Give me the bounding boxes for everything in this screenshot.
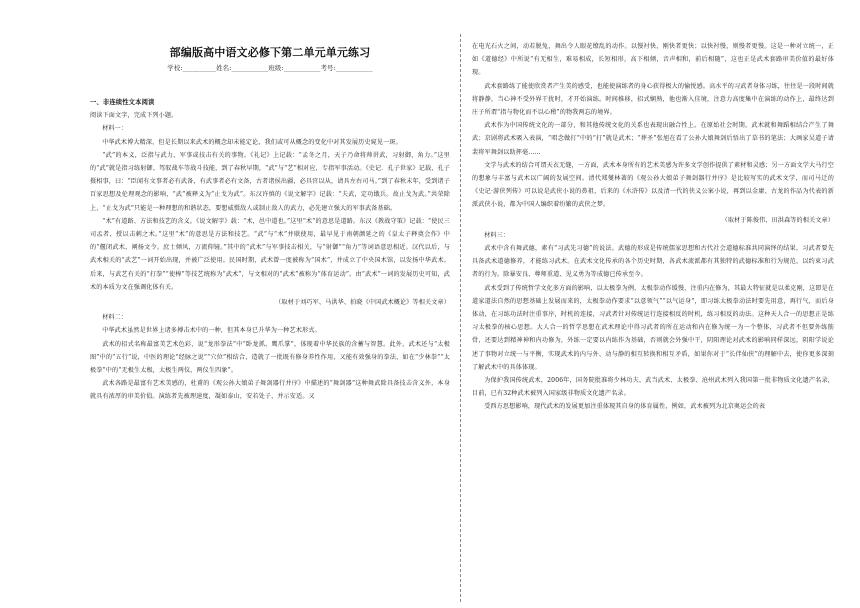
material2-paragraph: 文学与武术的结合可谓天衣无缝，一方面，武术本身所有的艺术美感为许多文学创作提供了素材和灵感；另一方面文学大马行空的想象与丰富与武术以广阔的发展空间。清代郑燮林著的《观公孙大娘弟子舞剑器行并序》是比较写实的武术文学，而司马迁的《史记·游侠列传》可以说是武侠小说的鼻祖，后来的《水浒传》以及清一代的侠义公案小说，再到以金庸、古龙的作品为代表的新派武侠小说，都为中国人编织着纷繁的武侠之梦。 bbox=[472, 161, 834, 209]
material3-paragraph: 受西方思想影响，现代武术的发展更加注重体现其自身的体育属性，例如，武术被列为北京奥运会的表 bbox=[484, 403, 766, 411]
material3-label: 材料三： bbox=[484, 231, 510, 239]
material3-paragraph: 武术受到了传统哲学文化多方面的影响，以太极拳为例，太极拳动作缓慢，注重内在修为，其最大特征就是以柔克刚，这即是在道家道法自然的思想基础上发展而来的，太极拳动作要求“以意领气”“以气运身”，即习练太极拳动法时要先用意，再行气，而后身体动，在习练功法时注重事序，时机的连接，习武者针对传统运行连接相反的时机，练习相反的动法。这种天人合一的思想正是练习太极拳的核心思想。大人合一的哲学思想在武术理论中得习武者的所在运动和内在修为统一为一个整体，习武者不但要外练筋骨，还要达到精神神和内功修为，外练一定要以内练作为基础，否则就会外强中干，阴阳理论对武术的影响同样深远，阴阳学说论述了事物对立统一与平衡，实现武术的内与外、动与静的相互转换和相互矛盾，如果你对于“长伴仙侠”的理解中去，使你更多深刻了解武术中的具体体现。 bbox=[472, 284, 834, 371]
student-info-line: 学校:__________姓名:___________班级:___________考号:___________ bbox=[167, 64, 373, 72]
material2-paragraph: 武术的招式名称最富美艺术色彩，说“龙形拳法”中“卧龙抓、鹰爪掌”，体现着中华民族的含蓄与智慧。此外，武术还与“太极图”中的“五行”说，中医的理论“经脉之说”“穴位”相结合，造就了一批既有修身养性作用，又能有效强身的拳法，如在“少林拳”“太极拳”中的“无极生太极，太极生两仪，两仪生四象”。 bbox=[90, 340, 450, 375]
column-divider bbox=[460, 34, 461, 602]
material1-paragraph: 中华武术博大精深，但是长期以来武术的概念却未能定论，我们或可从概念的变化中对其发展历史窥见一斑。 bbox=[102, 138, 402, 146]
material1-label: 材料一： bbox=[102, 125, 128, 133]
material1-paragraph: “术”有道路、方法和技艺的含义。《说文解字》载：“术，邑中道也。”这里“术”的意思是道路。东汉《教战守策》记载：“使民三司孟者，授以击刺之术。”这里“术”的意思是方法和技艺。“武”与“术”并联使用，最早见于南朝颜延之的《皇太子释奠会作》中的“偃闭武术，阐扬文令。庶士倾风，万流仰镜。”其中的“武术”与军事技击相关，与“射御”“角力”等词语意思相近。汉代以后，与武术相关的“武艺”一词开始出现，并被广泛使用。民国时期，武术曾一度被称为“国术”，并成立了中央国术馆，以发扬中华武术。后来，与武艺有关的“打拳”“使棒”等技艺统称为“武术”，与文相对的“武术”被称为“体育运动”。由“武术”一词的发展历史可知，武术的本质为文在强调化体有关。 bbox=[90, 217, 450, 291]
section-heading: 一、非连续性文本阅读 bbox=[90, 99, 155, 106]
material2-continued: 在电光石火之间，动若脱兔，舞出令人眼花缭乱的动作。以慢衬快，刚快者更快；以快衬慢，则慢者更慢。这是一种对立统一，正如《道德经》中所说“有无相生，难易相成，长短相形，高下相倾，音声相和，前后相随”，这也正是武术套路审美价值的最好体现。 bbox=[472, 43, 834, 77]
page-title: 部编版高中语文必修下第二单元单元练习 bbox=[169, 46, 371, 59]
material2-source: （取材于陈俊伟、田洪森等的相关文章） bbox=[721, 216, 834, 224]
material3-paragraph: 武术中含有舞武德，素有“习武先习德”的说法。武德的形成是传统儒家思想和古代社会道德标准共同演绎的结果，习武者要先具备武术道德修养，才能练习武术。在武术文化传承的各个历史时期，各武术流派都有其独特的武德标准和行为规范，以约束习武者的行为。除暴安良、尊师重道、见义勇为等成德已传承至今。 bbox=[472, 245, 834, 279]
material2-label: 材料二： bbox=[102, 314, 128, 322]
instruction-text: 阅读下面文字，完成下列小题。 bbox=[90, 112, 178, 120]
material2-paragraph: 中华武术虽然是世界上诸多搏击术中的一种，但其本身已升华为一种艺术形式。 bbox=[102, 327, 321, 335]
left-column bbox=[90, 36, 450, 404]
material2-paragraph: 武术作为中国传统文化的一部分，和其他传统文化的关系也表现出融合性上。在原始社会时期，武术就和舞蹈相结合产生了舞武；京剧将武术吸入表演，“唱念做打”中的“打”就是武术；“葬圣”张旭在看了公孙大娘舞剑后悟出了草书的笔法；大画家吴道子请裴将军舞剑以助挥毫…… bbox=[472, 122, 834, 156]
material2-paragraph: 武术套路练了能使欣赏者产生美的感受，也能使演练者的身心获得极大的愉悦感。高水平的习武者身体习练，往往是一段时间就将静静，当心神不受外界干扰时，才开始演练。时间推移，招式娴熟，他也渐入佳境，注意力高度集中在演练的动作上，最终达到庄子所谓“指与物化而不以心稽”的物我两忘的境界。 bbox=[472, 82, 834, 117]
material1-source: （取材于刘巧军、马洪华、拍晓《中国武术概论》等相关文章） bbox=[275, 299, 450, 307]
right-column bbox=[472, 40, 834, 414]
material1-paragraph: “武”的本义，泛指与武力、军事或技击有关的事物。《礼记》上记载：“孟冬之月，天子乃命将帅讲武，习射御，角力。”这里的“武”就是指习练射御、驾驭战车等战斗技能，到了春秋早期，“武”与“艺”相对应，专指军事活动。《史记．孔子世家》记载，孔子摄相事，曰：“臣闻有文事者必有武备，有武事者必有文备，古者诸侯出疆，必具官以从，请具左右司马。”到了春秋末年，受到诸子百家思想及伦理观念的影响，“武”被释义为“止戈为武”。东汉许慎的《说文解字》记载：“夫武，定功戢兵。故止戈为武。”共荣除上，“止戈为武”只能是一种理想的和谐状态，要想威慑敌人或制止敌人的武力，必先建立强大的军事武备基础。 bbox=[90, 151, 450, 212]
material2-paragraph: 武术各路是最富有艺术美感的，杜甫的《观公孙大娘弟子舞剑器行并序》中描述的“舞剑器”这种舞武除具备技击含义外，本身就具有浓厚的审美价值。演练者先被理速度，凝如泰山，安若处子，并示安适。又 bbox=[90, 380, 450, 401]
material3-paragraph: 为保护我国传统武术，2006年，国务院批准将少林功夫、武当武术、太极拳、沧州武术列入我国第一批非物质文化遗产名录，目前，已有32种武术被列入国家级非物质文化遗产名录。 bbox=[472, 377, 834, 398]
